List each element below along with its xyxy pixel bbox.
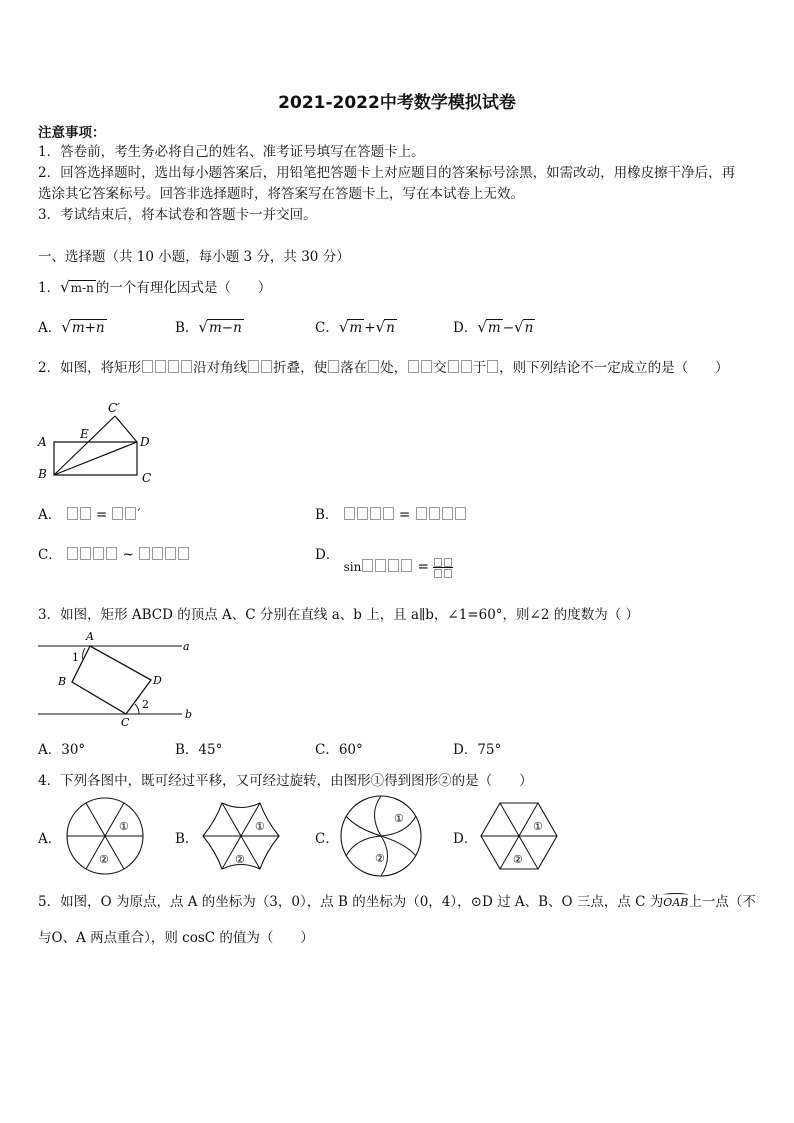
- q4-figure-c-pinwheel[interactable]: [338, 794, 424, 878]
- q4-figure-d-hexagon[interactable]: [476, 796, 562, 876]
- q2-label-e: E: [80, 427, 89, 441]
- question-5-line-2: 与O、A 两点重合），则 cosC 的值为（ ）: [38, 930, 314, 946]
- q3-angle-2: 2: [142, 698, 149, 711]
- q5-arc-oab: OAB: [663, 893, 688, 909]
- q4-a-mark-2: ②: [99, 853, 109, 866]
- q4-option-a-label[interactable]: A．: [38, 831, 62, 847]
- q4-d-mark-1: ①: [533, 820, 543, 833]
- q2-option-a[interactable]: A． = ′: [38, 507, 141, 523]
- question-1: 1．√m-n 的一个有理化因式是（ ）: [38, 278, 272, 296]
- question-3: 3．如图，矩形 ABCD 的顶点 A、C 分别在直线 a、b 上，且 a∥b，∠1=60°，则∠2 的度数为（ ）: [38, 607, 640, 623]
- q3-label-a: A: [86, 630, 94, 643]
- q3-label-b: B: [58, 675, 67, 688]
- q2-rectangle-fold-figure: [34, 398, 169, 488]
- q1-option-d[interactable]: D．√m −√n: [453, 318, 534, 336]
- q1-option-a[interactable]: A．√m+n: [38, 318, 105, 336]
- q4-b-mark-1: ①: [255, 820, 265, 833]
- q2-label-b: B: [38, 467, 47, 481]
- question-4: 4．下列各图中，既可经过平移，又可经过旋转，由图形①得到图形②的是（ ）: [38, 773, 533, 789]
- q3-parallel-lines-figure: [36, 630, 196, 730]
- q3-option-b[interactable]: B．45°: [175, 742, 223, 758]
- question-5-line-1: 5．如图，O 为原点，点 A 的坐标为（3，0），点 B 的坐标为（0，4），⊙D 过 A、B、O 三点，点 C 为 OAB上一点（不: [38, 894, 756, 910]
- q4-option-c-label[interactable]: C．: [315, 831, 339, 847]
- section-heading: 一、选择题（共 10 小题，每小题 3 分，共 30 分）: [38, 249, 350, 265]
- q2-label-a: A: [38, 435, 47, 449]
- notice-item-2: 2．回答选择题时，选出每小题答案后，用铅笔把答题卡上对应题目的答案标号涂黑，如需改动，用橡皮擦干净后，再: [38, 165, 736, 181]
- q4-c-mark-2: ②: [375, 852, 385, 865]
- q4-figure-a-circle[interactable]: [62, 796, 148, 876]
- notice-item-2-cont: 选涂其它答案标号。回答非选择题时，将答案写在答题卡上，写在本试卷上无效。: [38, 186, 524, 202]
- q4-a-mark-1: ①: [119, 820, 129, 833]
- q3-option-a[interactable]: A．30°: [38, 742, 86, 758]
- q1-option-b[interactable]: B．√m−n: [175, 318, 242, 336]
- q4-option-b-label[interactable]: B．: [175, 831, 199, 847]
- q2-label-c: C: [142, 471, 152, 485]
- q1-option-c[interactable]: C．√m +√n: [315, 318, 395, 336]
- q2-option-b[interactable]: B． =: [315, 503, 467, 523]
- q3-option-d[interactable]: D．75°: [453, 742, 502, 758]
- notice-item-1: 1．答卷前，考生务必将自己的姓名、准考证号填写在答题卡上。: [38, 144, 425, 160]
- q3-label-d: D: [153, 674, 162, 687]
- q4-option-d-label[interactable]: D．: [453, 831, 478, 847]
- q3-angle-1: 1: [72, 651, 79, 664]
- q3-line-b: b: [185, 708, 193, 721]
- q2-label-d: D: [140, 435, 150, 449]
- notice-heading: 注意事项：: [38, 125, 106, 141]
- q4-figure-b-curved-hexagon[interactable]: [198, 796, 284, 876]
- q4-b-mark-2: ②: [235, 853, 245, 866]
- q2-option-d[interactable]: D． sin =: [315, 543, 453, 566]
- q3-line-a: a: [183, 640, 190, 653]
- q4-d-mark-2: ②: [513, 853, 523, 866]
- q2-label-c-prime: C′: [108, 401, 120, 415]
- notice-item-3: 3．考试结束后，将本试卷和答题卡一并交回。: [38, 207, 317, 223]
- question-2: 2．如图，将矩形 沿对角线 折叠，使 落在 处， 交 于 ，则下列结论不一定成立的是（ ）: [38, 360, 729, 376]
- q3-option-c[interactable]: C．60°: [315, 742, 363, 758]
- q4-c-mark-1: ①: [394, 812, 404, 825]
- q2-option-c[interactable]: C． ~: [38, 543, 190, 563]
- q3-label-c: C: [121, 716, 130, 729]
- exam-title: 2021-2022中考数学模拟试卷: [278, 93, 516, 113]
